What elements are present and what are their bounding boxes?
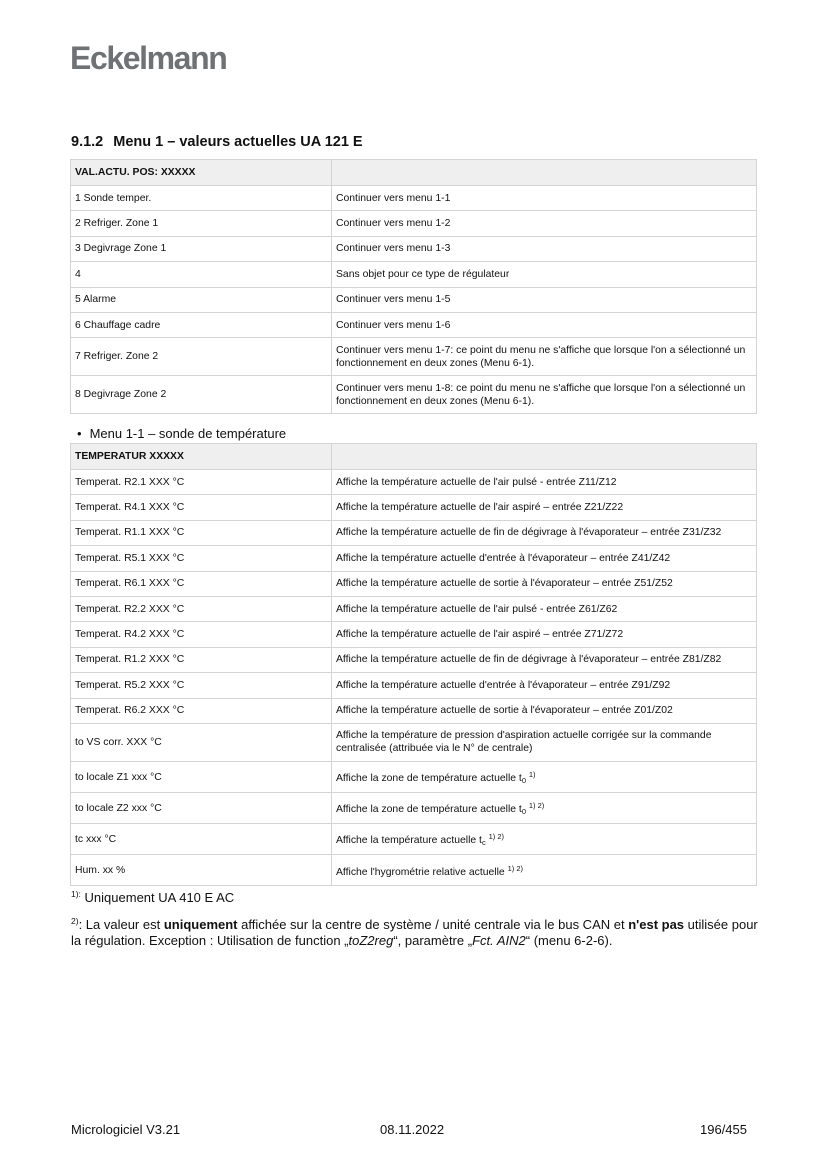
menu-item-description: Continuer vers menu 1-3 xyxy=(332,236,757,261)
temperature-description: Affiche la température actuelle de l'air pulsé - entrée Z11/Z12 xyxy=(332,470,757,495)
temperature-value-label: Temperat. R5.1 XXX °C xyxy=(71,546,332,571)
temperature-value-label: Temperat. R5.2 XXX °C xyxy=(71,673,332,698)
temperature-description: Affiche la température actuelle de l'air aspiré – entrée Z21/Z22 xyxy=(332,495,757,520)
temperature-description: Affiche la température actuelle de fin de dégivrage à l'évaporateur – entrée Z81/Z82 xyxy=(332,647,757,672)
temperature-value-label: Temperat. R2.2 XXX °C xyxy=(71,596,332,621)
table-header-row xyxy=(71,160,757,186)
menu-item-description: Continuer vers menu 1-6 xyxy=(332,312,757,337)
menu-item-label: 5 Alarme xyxy=(71,287,332,312)
table-row xyxy=(71,647,757,672)
table-row xyxy=(71,596,757,621)
temperature-description: Affiche la température actuelle d'entrée à l'évaporateur – entrée Z41/Z42 xyxy=(332,546,757,571)
table-row xyxy=(71,854,757,885)
table-row xyxy=(71,211,757,236)
table-row xyxy=(71,622,757,647)
table-row xyxy=(71,312,757,337)
table-row xyxy=(71,698,757,723)
table-row xyxy=(71,823,757,854)
menu-item-description: Continuer vers menu 1-8: ce point du menu ne s'affiche que lorsque l'on a sélectionné un fonctionnement en deux zones (Menu 6-1). xyxy=(332,376,757,414)
menu-item-description: Continuer vers menu 1-5 xyxy=(332,287,757,312)
footnote-reference: 1) xyxy=(528,770,536,780)
table-row xyxy=(71,673,757,698)
temperature-value-label: tc xxx °C xyxy=(71,823,332,854)
description-text: Affiche la zone de température actuelle t xyxy=(336,804,522,816)
footnote-marker: 2) xyxy=(71,916,79,926)
temperature-value-label: Temperat. R4.1 XXX °C xyxy=(71,495,332,520)
footnote-text: “ (menu 6-2-6). xyxy=(525,933,613,948)
footnote-italic: Fct. AIN2 xyxy=(472,933,526,948)
temperature-value-label: Temperat. R6.1 XXX °C xyxy=(71,571,332,596)
table-header-cell-empty xyxy=(332,444,757,470)
menu-item-label: 8 Degivrage Zone 2 xyxy=(71,376,332,414)
section-heading xyxy=(71,134,363,150)
temperature-value-label: Temperat. R1.2 XXX °C xyxy=(71,647,332,672)
bullet-text: Menu 1-1 – sonde de température xyxy=(89,426,287,441)
footnote-reference: 1) 2) xyxy=(507,864,524,874)
subscript-index: c xyxy=(481,838,486,848)
table-header-cell: TEMPERATUR XXXXX xyxy=(71,444,332,470)
temperature-description xyxy=(332,854,757,885)
menu-item-label: 2 Refriger. Zone 1 xyxy=(71,211,332,236)
temperature-description xyxy=(332,823,757,854)
footnote-2 xyxy=(71,913,761,949)
brand-logo: Eckelmann xyxy=(70,40,227,76)
table-row xyxy=(71,376,757,414)
description-text: Affiche la zone de température actuelle t xyxy=(336,773,522,785)
temperature-description xyxy=(332,792,757,823)
table-row xyxy=(71,571,757,596)
temperature-description: Affiche la température actuelle de sortie à l'évaporateur – entrée Z01/Z02 xyxy=(332,698,757,723)
footnote-reference: 1) 2) xyxy=(528,801,545,811)
menu-item-description: Continuer vers menu 1-1 xyxy=(332,186,757,211)
footnote-marker: 1): xyxy=(71,889,81,899)
footnote-1 xyxy=(71,889,234,905)
footnote-italic: toZ2reg xyxy=(348,933,394,948)
subscript-index: 0 xyxy=(521,807,526,817)
temperature-description: Affiche la température actuelle de fin de dégivrage à l'évaporateur – entrée Z31/Z32 xyxy=(332,520,757,545)
section-number: 9.1.2 xyxy=(71,134,104,150)
table-header-cell-empty xyxy=(332,160,757,186)
bullet-dot-icon: • xyxy=(77,426,82,441)
temperature-value-label: Temperat. R6.2 XXX °C xyxy=(71,698,332,723)
footer-firmware-version: Micrologiciel V3.21 xyxy=(71,1122,181,1137)
values-menu-table xyxy=(70,159,757,414)
footnote-emphasis: n'est pas xyxy=(628,917,685,932)
footnote-emphasis: uniquement xyxy=(163,917,238,932)
temperature-value-label: Temperat. R2.1 XXX °C xyxy=(71,470,332,495)
footnote-text: affichée sur la centre de système / unité centrale via le bus CAN et xyxy=(237,917,629,932)
table-header-cell: VAL.ACTU. POS: XXXXX xyxy=(71,160,332,186)
footnote-reference: 1) 2) xyxy=(488,832,504,842)
description-text: Affiche l'hygrométrie relative actuelle xyxy=(336,867,505,879)
footnote-text: utilisée pour la régulation. Exception : Utilisation de function „ xyxy=(71,917,758,948)
table-row xyxy=(71,236,757,261)
footer-page-number: 196/455 xyxy=(700,1122,747,1137)
menu-item-label: 3 Degivrage Zone 1 xyxy=(71,236,332,261)
table-row xyxy=(71,723,757,761)
menu-item-description: Continuer vers menu 1-7: ce point du menu ne s'affiche que lorsque l'on a sélectionné un fonctionnement en deux zones (Menu 6-1). xyxy=(332,338,757,376)
subscript-index: 0 xyxy=(521,776,526,786)
menu-item-label: 1 Sonde temper. xyxy=(71,186,332,211)
section-title: Menu 1 – valeurs actuelles UA 121 E xyxy=(113,134,363,150)
table-row xyxy=(71,761,757,792)
table-row xyxy=(71,470,757,495)
menu-item-label: 6 Chauffage cadre xyxy=(71,312,332,337)
menu-item-label: 7 Refriger. Zone 2 xyxy=(71,338,332,376)
table-row xyxy=(71,792,757,823)
footnote-text: Uniquement UA 410 E AC xyxy=(84,890,235,905)
temperature-description xyxy=(332,761,757,792)
menu-item-description: Sans objet pour ce type de régulateur xyxy=(332,262,757,287)
temperature-description: Affiche la température actuelle de sortie à l'évaporateur – entrée Z51/Z52 xyxy=(332,571,757,596)
description-text: Affiche la température actuelle t xyxy=(336,835,482,847)
menu-item-label: 4 xyxy=(71,262,332,287)
table-row xyxy=(71,495,757,520)
temperature-menu-table xyxy=(70,443,757,886)
temperature-description: Affiche la température actuelle de l'air pulsé - entrée Z61/Z62 xyxy=(332,596,757,621)
table-row xyxy=(71,262,757,287)
temperature-value-label: to locale Z2 xxx °C xyxy=(71,792,332,823)
temperature-description: Affiche la température de pression d'aspiration actuelle corrigée sur la commande centralisée (attribuée via le N° de centrale) xyxy=(332,723,757,761)
temperature-value-label: Temperat. R4.2 XXX °C xyxy=(71,622,332,647)
table-row xyxy=(71,338,757,376)
temperature-value-label: Temperat. R1.1 XXX °C xyxy=(71,520,332,545)
menu-item-description: Continuer vers menu 1-2 xyxy=(332,211,757,236)
temperature-value-label: to locale Z1 xxx °C xyxy=(71,761,332,792)
temperature-description: Affiche la température actuelle d'entrée à l'évaporateur – entrée Z91/Z92 xyxy=(332,673,757,698)
table-row xyxy=(71,546,757,571)
temperature-description: Affiche la température actuelle de l'air aspiré – entrée Z71/Z72 xyxy=(332,622,757,647)
footnote-text: “, paramètre „ xyxy=(393,933,473,948)
table-header-row xyxy=(71,444,757,470)
footer-date: 08.11.2022 xyxy=(380,1122,445,1137)
temperature-value-label: Hum. xx % xyxy=(71,854,332,885)
table-row xyxy=(71,186,757,211)
footnote-text: : La valeur est xyxy=(78,917,164,932)
table-row xyxy=(71,287,757,312)
bullet-item xyxy=(77,426,286,441)
temperature-value-label: to VS corr. XXX °C xyxy=(71,723,332,761)
table-row xyxy=(71,520,757,545)
